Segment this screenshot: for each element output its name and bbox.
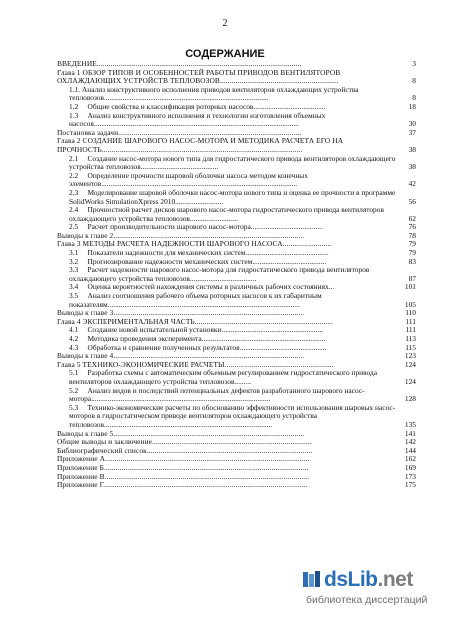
- toc-entry-title: 4.3 Обработка и сравнение полученных результатов...............................................: [69, 342, 327, 352]
- toc-entry-page: 135: [404, 419, 416, 429]
- toc-entry-title: Глава 3 МЕТОДЫ РАСЧЕТА НАДЕЖНОСТИ ШАРОВОГО НАСОСА.........................: [57, 239, 332, 249]
- toc-entry-title: Выводы к главе 3..................................................................................................: [57, 308, 305, 318]
- toc-entry-title: 3.3 Расчет надежности шарового насос-мотора для гидростатического привода вентиляторов охлаждающего устройства тепловозов....................................: [69, 265, 372, 283]
- toc-entry-page: 79: [408, 248, 416, 258]
- toc-section-entry: [57, 266, 416, 283]
- toc-entry-title: Глава 1 ОБЗОР ТИПОВ И ОСОБЕННОСТЕЙ РАБОТЫ ПРИВОДОВ ВЕНТИЛЯТОРОВ ОХЛАЖДАЮЩИХ УСТРОЙСТВ ТЕПЛОВОЗОВ.............................................................: [57, 67, 343, 86]
- toc-entry-title: Выводы к главе 5..................................................................................................: [57, 428, 305, 438]
- toc-entry-page: 142: [404, 437, 416, 447]
- toc-entry-title: 4.1 Создание новой испытательной установки.......................................................: [69, 325, 324, 335]
- watermark-logo-main: dsLib: [324, 568, 378, 591]
- toc-entry-title: 5.3 Технико-экономические расчеты по обоснованию эффективности использования шаровых насос-моторов в гидростатическом приводе вентиляторов охлаждающего устройства тепловозов...........................................................................................: [69, 402, 396, 429]
- toc-entry-title: 5.1 Разработка схемы с автоматическим объемным регулированием гидростатического привода вентиляторов охлаждающего устройства тепловозов.........: [69, 368, 379, 386]
- toc-entry-page: 42: [408, 179, 416, 189]
- toc-entry-page: 8: [412, 93, 416, 103]
- toc-entry-title: Приложение Б.........................................................................................................: [57, 462, 309, 472]
- toc-section-entry: [57, 369, 416, 386]
- toc-entry-title: 2.3 Моделирование шаровой оболочки насос-мотора нового типа и оценка ее прочности в программе SolidWorks SimulationXpress 2010..........................: [69, 187, 398, 206]
- toc-entry-title: Выводы к главе 2..................................................................................................: [57, 230, 305, 240]
- toc-entry-title: 2.2 Определение прочности шаровой оболочки насоса методом конечных элементов..........................................................................................................: [69, 170, 310, 189]
- toc-entry-page: 62: [408, 213, 416, 223]
- toc-entry-page: 76: [408, 222, 416, 232]
- toc-entry-page: 162: [404, 454, 416, 464]
- toc-entry-title: 3.5 Анализ соотношения рабочего объема роторных насосов к их габаритным показателям........................................................................................................: [69, 291, 324, 309]
- toc-section-entry: [57, 404, 416, 430]
- toc-section-entry: [57, 86, 416, 103]
- toc-entry-page: 83: [408, 256, 416, 266]
- toc-entry-title: Глава 5 ТЕХНИКО-ЭКОНОМИЧЕСКИЕ РАСЧЕТЫ........................................................: [57, 359, 334, 369]
- toc-entry-page: 111: [405, 325, 416, 335]
- toc-entry-page: 56: [408, 196, 416, 206]
- toc-entry-page: 124: [404, 359, 416, 369]
- dslib-logo-icon: [302, 569, 322, 589]
- toc-section-entry: [57, 189, 416, 206]
- toc-entry-page: 101: [404, 282, 416, 292]
- toc-entry-title: 1.3 Анализ конструктивного исполнения и технологии изготовления объемных насосов...............................................................................................................: [69, 110, 328, 129]
- toc-entry-title: Общие выводы и заключение..................................................................................: [57, 437, 312, 447]
- toc-chapter-entry: [57, 481, 416, 490]
- toc-entry-title: 3.1 Показатели надежности для механических систем.............................................: [69, 248, 329, 258]
- toc-entry-title: Приложение А.........................................................................................................: [57, 454, 310, 464]
- toc-section-entry: [57, 387, 416, 404]
- toc-entry-title: 1.1. Анализ конструктивного исполнения приводов вентиляторов охлаждающих устройства тепловозов.........................................................................................: [69, 84, 361, 103]
- watermark: [302, 566, 442, 610]
- toc-entry-title: 1.2 Общие свойства и классификация роторных насосов.......................................: [69, 101, 326, 111]
- toc-section-entry: [57, 155, 416, 172]
- toc-entry-page: 18: [408, 101, 416, 111]
- toc-section-entry: [57, 172, 416, 189]
- toc-entry-page: 78: [408, 230, 416, 240]
- toc-entry-page: 37: [408, 127, 416, 137]
- toc-entry-title: 5.2 Анализ видов и последствий потенциальных дефектов разработанного шарового насос-мотора.................................................................................................: [69, 385, 365, 404]
- toc-entry-page: 38: [408, 144, 416, 154]
- toc-entry-page: 124: [404, 376, 416, 386]
- toc-entry-title: Постановка задачи..............................................................................................: [57, 127, 302, 137]
- page-number: 2: [222, 18, 228, 29]
- toc-entry-page: 123: [404, 351, 416, 361]
- toc-entry-title: ВВЕДЕНИЕ.........................................................................................................: [57, 59, 302, 68]
- toc-entry-title: Приложение В.........................................................................................................: [57, 471, 310, 481]
- toc-entry-title: Приложение Г.........................................................................................................: [57, 480, 308, 490]
- page-title: СОДЕРЖАНИЕ: [185, 48, 265, 60]
- table-of-contents: [57, 60, 416, 490]
- toc-chapter-entry: [57, 69, 416, 86]
- toc-entry-page: 113: [405, 334, 416, 343]
- toc-entry-page: 141: [404, 428, 416, 438]
- toc-entry-page: 87: [408, 273, 416, 283]
- toc-entry-title: Библиографический список.....................................................................................: [57, 445, 313, 455]
- toc-entry-title: Глава 2 СОЗДАНИЕ ШАРОВОГО НАСОС-МОТОРА И МЕТОДИКА РАСЧЕТА ЕГО НА ПРОЧНОСТЬ.......................................................................................................: [57, 136, 346, 154]
- toc-entry-page: 115: [405, 342, 416, 352]
- toc-entry-title: 3.2 Прогнозирование надежности механических систем........................................: [69, 256, 327, 266]
- toc-entry-page: 8: [412, 76, 416, 86]
- toc-entry-page: 79: [408, 239, 416, 249]
- toc-entry-title: Глава 4 ЭКСПЕРИМЕНТАЛЬНАЯ ЧАСТЬ.......................................................................: [57, 316, 334, 326]
- toc-entry-page: 110: [405, 308, 416, 318]
- toc-entry-page: 3: [412, 59, 416, 68]
- toc-entry-page: 173: [404, 471, 416, 481]
- toc-entry-title: 2.1 Создание насос-мотора нового типа для гидростатического привода вентиляторов охлаждающего устройства тепловозов..........................................: [69, 153, 398, 172]
- watermark-logo: [324, 568, 413, 592]
- toc-entry-title: 2.5 Расчет производительности шарового насос-мотора.......................................: [69, 222, 323, 232]
- toc-entry-page: 105: [404, 299, 416, 309]
- watermark-subtitle: библиотека диссертаций: [306, 594, 428, 606]
- toc-section-entry: [57, 292, 416, 309]
- toc-chapter-entry: [57, 137, 416, 154]
- toc-entry-title: Выводы к главе 4..................................................................................................: [57, 351, 305, 361]
- toc-entry-page: 38: [408, 162, 416, 172]
- toc-section-entry: [57, 206, 416, 223]
- toc-entry-page: 30: [408, 119, 416, 129]
- toc-entry-title: 4.2 Методика проведения эксперимента...................................................................: [69, 334, 326, 343]
- toc-entry-title: 3.4 Оценка вероятностей нахождения системы в различных рабочих состояниях...: [69, 282, 335, 292]
- toc-entry-title: 2.4 Прочностной расчет дисков шарового насос-мотора гидростатического привода вентиляторов охлаждающего устройства тепловозов..........................: [69, 205, 386, 223]
- toc-entry-page: 128: [404, 394, 416, 404]
- toc-entry-page: 111: [405, 316, 416, 326]
- toc-entry-page: 169: [404, 462, 416, 472]
- toc-entry-page: 175: [404, 480, 416, 490]
- toc-section-entry: [57, 112, 416, 129]
- watermark-logo-tld: .net: [377, 568, 413, 591]
- toc-entry-page: 144: [404, 445, 416, 455]
